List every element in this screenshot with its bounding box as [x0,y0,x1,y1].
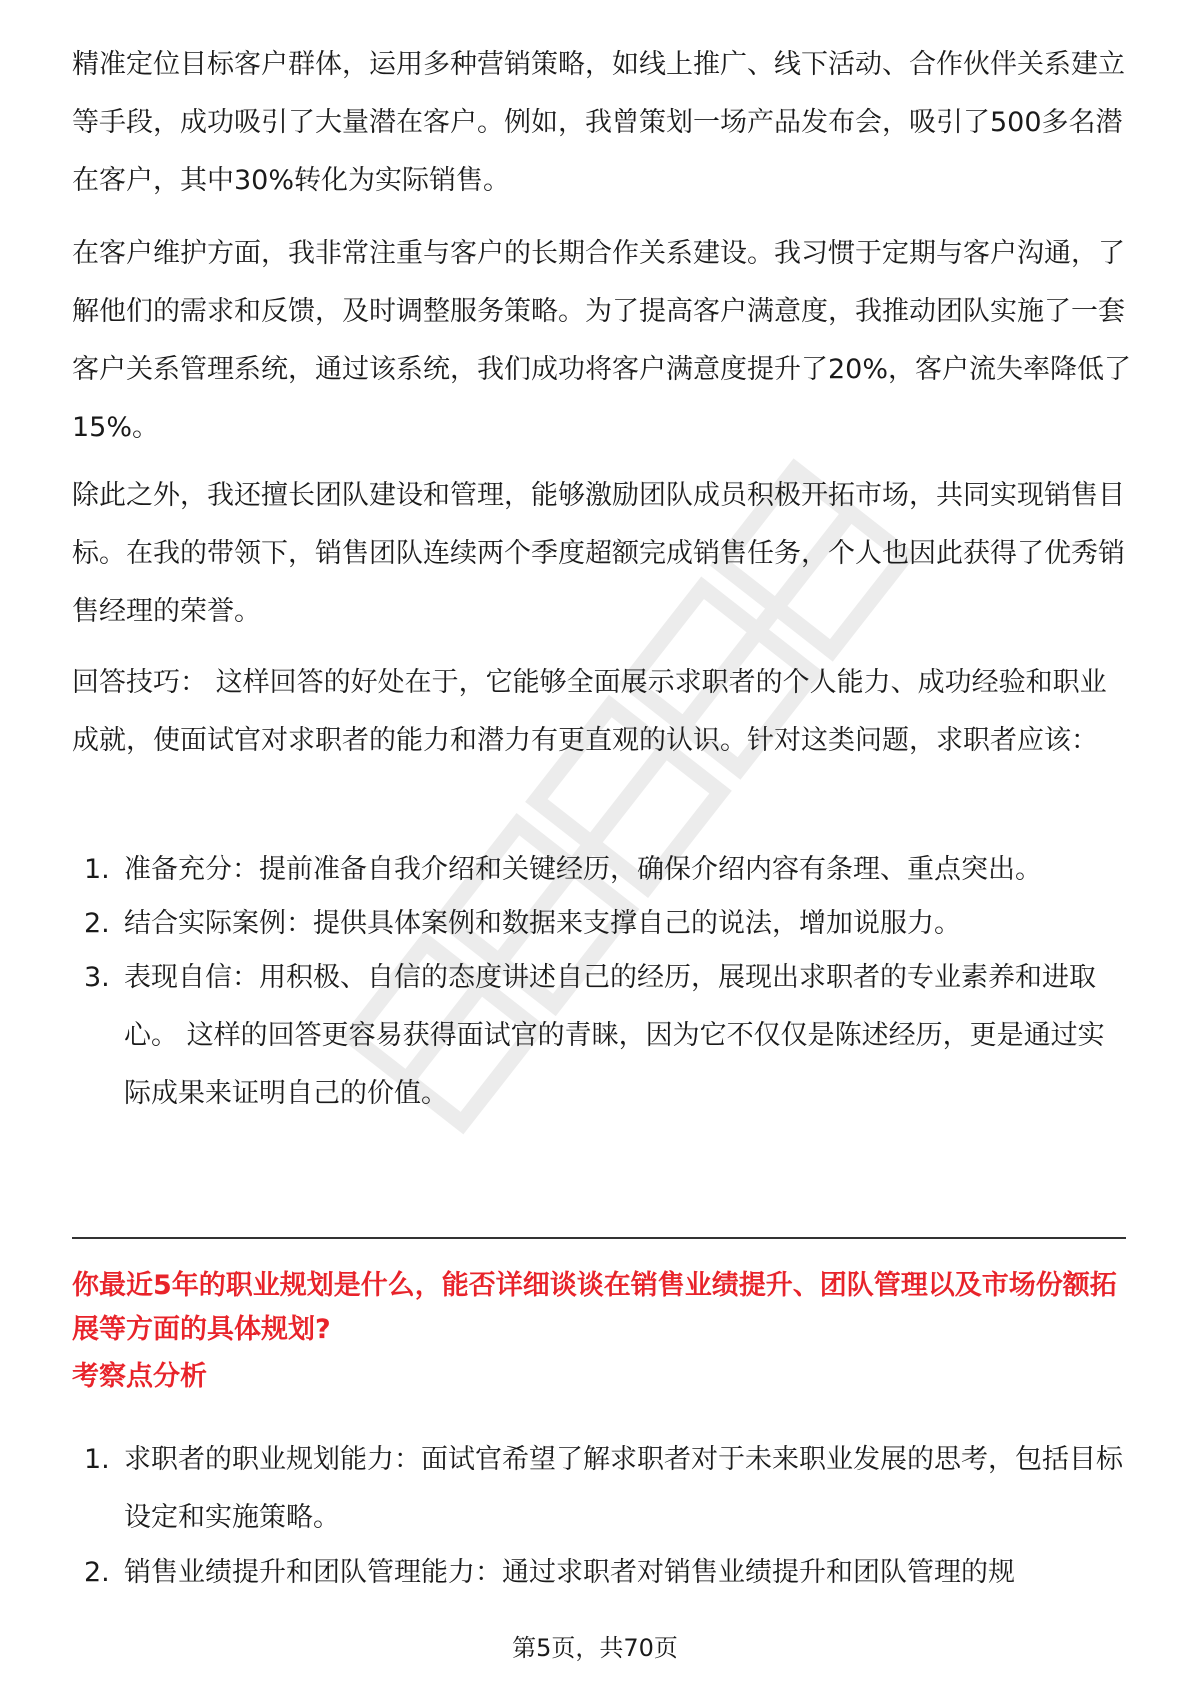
analysis-number: 2. [84,1557,110,1588]
paragraph-customer-maintenance: 在客户维护方面，我非常注重与客户的长期合作关系建设。我习惯于定期与客户沟通，了解他们的需求和反馈，及时调整服务策略。为了提高客户满意度，我推动团队实施了一套客户关系管理系统，通过该系统，我们成功将客户满意度提升了20%，客户流失率降低了15%。 [72,238,1132,443]
analysis-item: 销售业绩提升和团队管理能力：通过求职者对销售业绩提升和团队管理的规 [124,1557,1015,1588]
tip-number: 1. [84,854,110,885]
analysis-heading: 考察点分析 [72,1361,207,1392]
tip-item: 表现自信：用积极、自信的态度讲述自己的经历，展现出求职者的专业素养和进取心。 这样的回答更容易获得面试官的青睐，因为它不仅仅是陈述经历，更是通过实际成果来证明自己的价值。 [124,962,1105,1109]
tip-number: 2. [84,908,110,939]
question-heading: 你最近5年的职业规划是什么，能否详细谈谈在销售业绩提升、团队管理以及市场份额拓展等方面的具体规划? [72,1270,1117,1345]
page-footer: 第5页，共70页 [512,1634,678,1662]
paragraph-team-building: 除此之外，我还擅长团队建设和管理，能够激励团队成员积极开拓市场，共同实现销售目标。在我的带领下，销售团队连续两个季度超额完成销售任务，个人也因此获得了优秀销售经理的荣誉。 [72,480,1125,627]
paragraph-marketing: 精准定位目标客户群体，运用多种营销策略，如线上推广、线下活动、合作伙伴关系建立等手段，成功吸引了大量潜在客户。例如，我曾策划一场产品发布会，吸引了500多名潜在客户，其中30%转化为实际销售。 [72,49,1125,196]
tip-item: 准备充分：提前准备自我介绍和关键经历，确保介绍内容有条理、重点突出。 [124,854,1042,885]
paragraph-answer-tips: 回答技巧： 这样回答的好处在于，它能够全面展示求职者的个人能力、成功经验和职业成就，使面试官对求职者的能力和潜力有更直观的认识。针对这类问题，求职者应该： [72,667,1107,756]
tip-number: 3. [84,962,110,993]
tip-item: 结合实际案例：提供具体案例和数据来支撑自己的说法，增加说服力。 [124,908,961,939]
analysis-item: 求职者的职业规划能力：面试官希望了解求职者对于未来职业发展的思考，包括目标设定和实施策略。 [124,1444,1123,1533]
analysis-number: 1. [84,1444,110,1475]
section-divider [72,1237,1126,1239]
